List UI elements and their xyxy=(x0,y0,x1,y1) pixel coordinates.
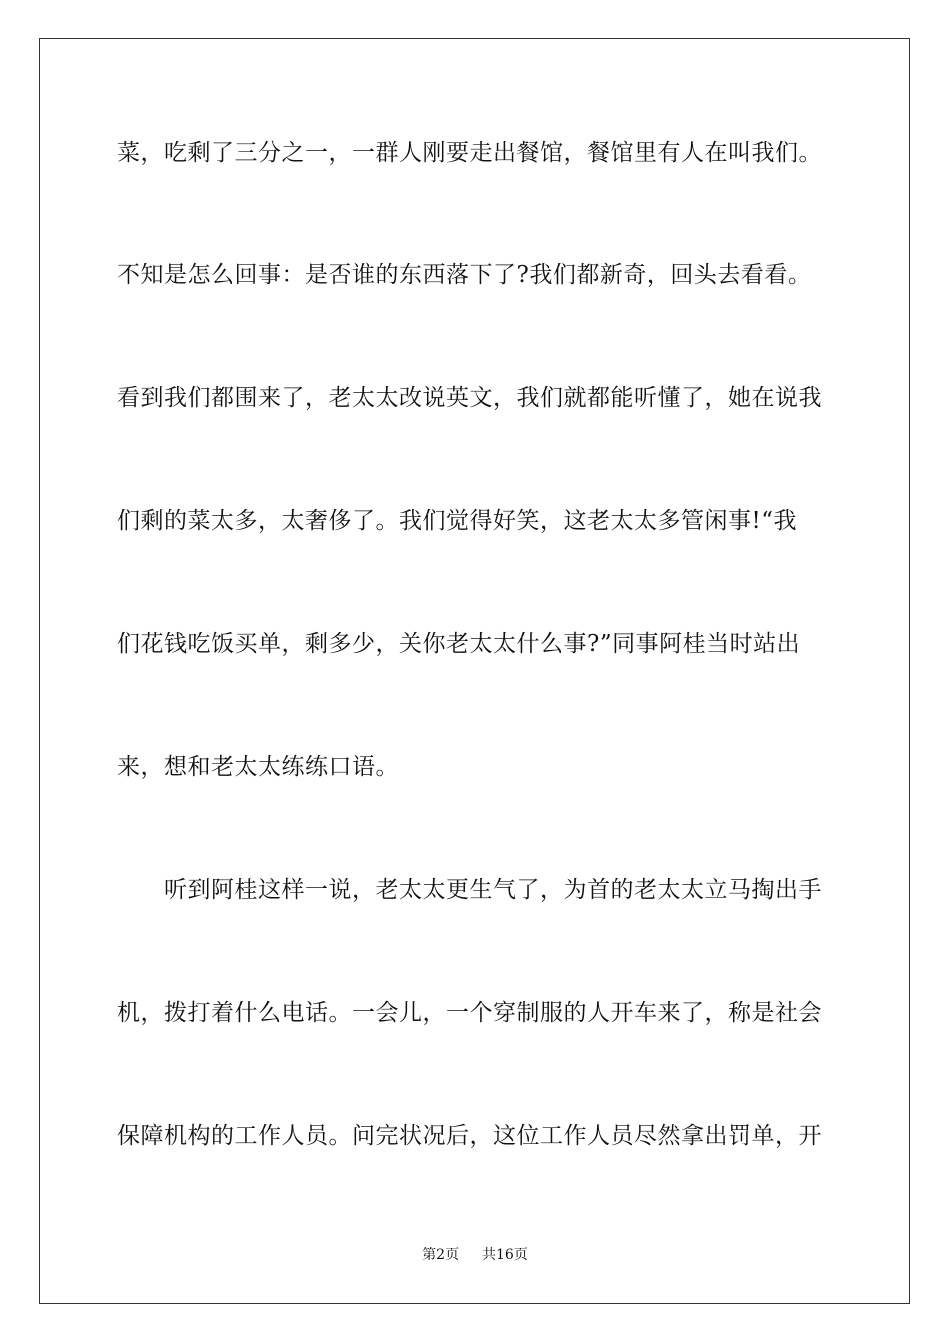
body-text-line-7: 听到阿桂这样一说，老太太更生气了，为首的老太太立马掏出手 xyxy=(117,877,822,903)
body-text-line-6: 来，想和老太太练练口语。 xyxy=(117,754,399,780)
body-text-line-9: 保障机构的工作人员。问完状况后，这位工作人员尽然拿出罚单，开 xyxy=(117,1123,822,1149)
page-number: 第2页 xyxy=(422,1247,460,1263)
page-border xyxy=(39,38,910,1304)
page-footer xyxy=(0,1246,950,1264)
body-text-line-5: 们花钱吃饭买单，剩多少，关你老太太什么事?”同事阿桂当时站出 xyxy=(117,631,801,657)
body-text-line-8: 机，拨打着什么电话。一会儿，一个穿制服的人开车来了，称是社会 xyxy=(117,1000,822,1026)
total-pages: 共16页 xyxy=(482,1247,528,1263)
body-text-line-4: 们剩的菜太多，太奢侈了。我们觉得好笑，这老太太多管闲事!“我 xyxy=(117,508,798,534)
body-text-line-3: 看到我们都围来了，老太太改说英文，我们就都能听懂了，她在说我 xyxy=(117,385,822,411)
body-text-line-2: 不知是怎么回事：是否谁的东西落下了?我们都新奇，回头去看看。 xyxy=(117,262,812,288)
body-text-line-1: 菜，吃剩了三分之一，一群人刚要走出餐馆，餐馆里有人在叫我们。 xyxy=(117,140,822,166)
